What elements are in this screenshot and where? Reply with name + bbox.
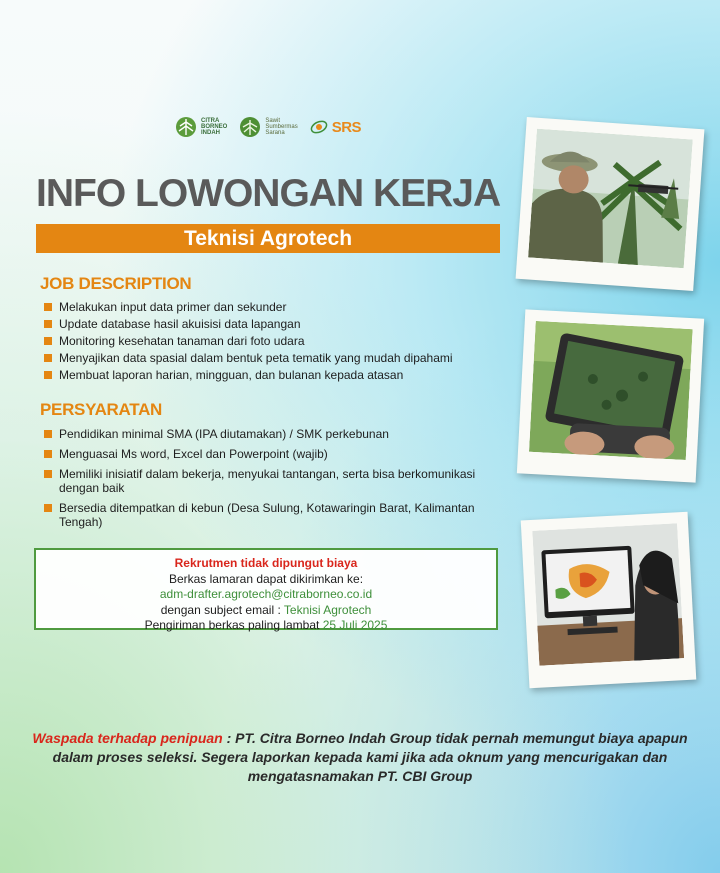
email-subject-line bbox=[36, 603, 496, 619]
bullet-square-icon bbox=[44, 504, 52, 512]
email-address[interactable]: adm-drafter.agrotech@citraborneo.co.id bbox=[159, 587, 373, 601]
cbi-logo-line3: INDAH bbox=[201, 130, 220, 136]
list-item-text: Update database hasil akuisisi data lapangan bbox=[59, 317, 301, 331]
photo-drone-controller bbox=[517, 309, 704, 482]
drone-operator-image bbox=[528, 129, 693, 269]
job-description-list bbox=[44, 300, 484, 385]
cbi-logo-line2: BORNEO bbox=[201, 124, 228, 130]
list-item bbox=[44, 300, 484, 314]
list-item-text: Melakukan input data primer dan sekunder bbox=[59, 300, 287, 314]
list-item-text: Monitoring kesehatan tanaman dari foto udara bbox=[59, 334, 305, 348]
list-item bbox=[44, 467, 484, 495]
palm-icon bbox=[239, 116, 261, 138]
fraud-warning bbox=[22, 729, 698, 786]
list-item bbox=[44, 501, 484, 529]
warning-label: Waspada terhadap penipuan bbox=[32, 730, 223, 746]
list-item bbox=[44, 351, 484, 365]
subject-label: dengan subject email : bbox=[160, 602, 284, 617]
swirl-icon bbox=[310, 118, 328, 136]
cbi-logo bbox=[175, 116, 227, 138]
bullet-square-icon bbox=[44, 450, 52, 458]
list-item bbox=[44, 334, 484, 348]
application-info-box bbox=[34, 548, 498, 630]
deadline-label: Pengiriman berkas paling lambat bbox=[144, 618, 323, 632]
photo-drone-operator bbox=[516, 117, 705, 291]
subject-value: Teknisi Agrotech bbox=[283, 602, 372, 617]
bullet-square-icon bbox=[44, 303, 52, 311]
send-to-label: Berkas lamaran dapat dikirimkan ke: bbox=[168, 571, 364, 586]
list-item bbox=[44, 447, 484, 461]
gis-analyst-image bbox=[532, 523, 684, 665]
bullet-square-icon bbox=[44, 320, 52, 328]
company-logos bbox=[175, 114, 361, 140]
ssms-logo bbox=[239, 116, 297, 138]
list-item-text: Membuat laporan harian, mingguan, dan bulanan kepada atasan bbox=[59, 368, 404, 382]
requirements-list bbox=[44, 427, 484, 532]
list-item-text: Pendidikan minimal SMA (IPA diutamakan) / SMK perkebunan bbox=[59, 427, 389, 441]
ssms-logo-line1: Sawit bbox=[265, 118, 281, 124]
drone-controller-image bbox=[529, 321, 693, 460]
bullet-square-icon bbox=[44, 430, 52, 438]
bullet-square-icon bbox=[44, 470, 52, 478]
photo-gis-analyst bbox=[521, 512, 697, 689]
leaf-icon bbox=[175, 116, 197, 138]
ssms-logo-line2: Sumbermas bbox=[265, 124, 298, 130]
position-title: Teknisi Agrotech bbox=[36, 224, 500, 253]
bullet-square-icon bbox=[44, 337, 52, 345]
cbi-logo-line1: CITRA bbox=[201, 118, 220, 124]
no-fee-notice: Rekrutmen tidak dipungut biaya bbox=[174, 556, 358, 570]
ssms-logo-line3: Sarana bbox=[265, 130, 285, 136]
list-item bbox=[44, 427, 484, 441]
list-item-text: Menyajikan data spasial dalam bentuk peta tematik yang mudah dipahami bbox=[59, 351, 453, 365]
job-description-heading: JOB DESCRIPTION bbox=[40, 274, 192, 293]
list-item-text: Bersedia ditempatkan di kebun (Desa Sulung, Kotawaringin Barat, Kalimantan Tengah) bbox=[59, 501, 475, 529]
warning-text: : PT. Citra Borneo Indah Group tidak pernah memungut biaya apapun dalam proses seleksi. Segera laporkan kepada kami jika ada oknum yang mencurigakan dan mengatasnamakan PT. CBI Group bbox=[52, 730, 688, 784]
srs-logo-text: SRS bbox=[331, 118, 362, 136]
deadline-value: 25 Juli 2025 bbox=[322, 618, 388, 632]
bullet-square-icon bbox=[44, 371, 52, 379]
deadline-line bbox=[36, 618, 496, 634]
list-item bbox=[44, 368, 484, 382]
list-item bbox=[44, 317, 484, 331]
list-item-text: Memiliki inisiatif dalam bekerja, menyukai tantangan, serta bisa berkomunikasi dengan baik bbox=[59, 467, 476, 495]
list-item-text: Menguasai Ms word, Excel dan Powerpoint (wajib) bbox=[59, 447, 328, 461]
requirements-heading: PERSYARATAN bbox=[40, 400, 163, 419]
bullet-square-icon bbox=[44, 354, 52, 362]
srs-logo bbox=[310, 118, 361, 136]
page-headline: INFO LOWONGAN KERJA bbox=[36, 172, 501, 215]
